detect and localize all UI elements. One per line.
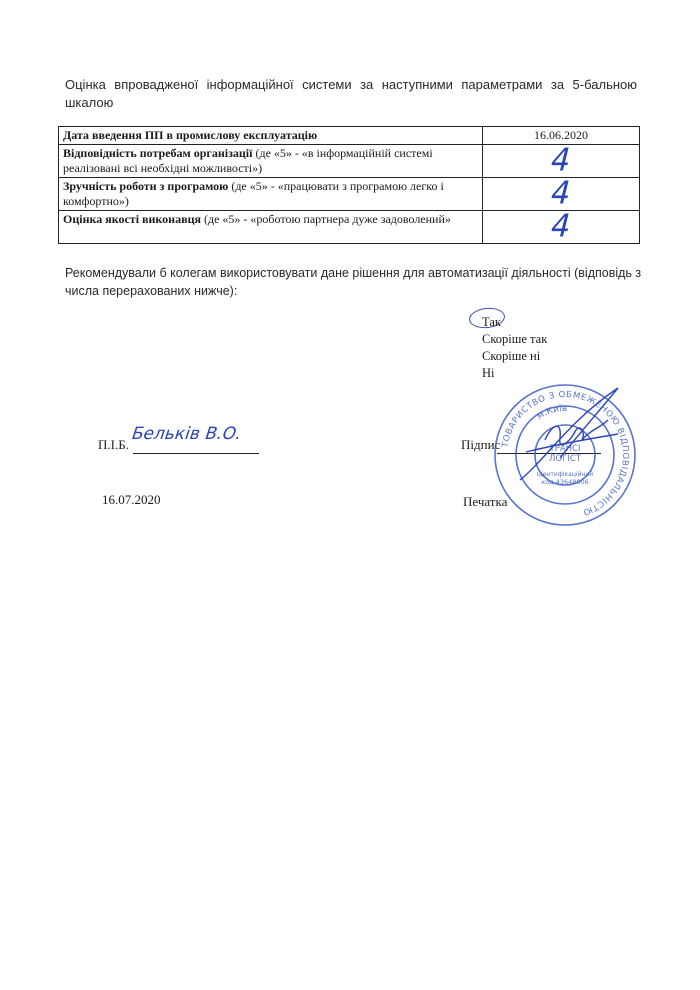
stamp-label: Печатка — [463, 494, 508, 509]
criterion-description: (де «5» - «роботою партнера дуже задоволений» — [200, 212, 451, 226]
signature-label: Підпис — [461, 437, 501, 452]
score-cell — [483, 208, 640, 245]
intro-text: Оцінка впровадженої інформаційної системи за наступними параметрами за 5-бальною шкалою — [65, 77, 637, 110]
recommend-text: Рекомендували б колегам використовувати дане рішення для автоматизації діяльності (відповідь з числа перерахованих нижче): — [65, 266, 642, 298]
evaluation-table — [58, 126, 640, 244]
table-row — [59, 178, 640, 211]
score-cell — [483, 175, 640, 212]
handwritten-score: 4 — [547, 142, 576, 179]
score-cell — [483, 142, 640, 179]
pib-handwritten-name: Бельків В.О. — [128, 424, 245, 444]
stamp-id-code: код 43648806 — [541, 478, 589, 486]
pib-label: П.І.Б. — [98, 437, 129, 452]
criterion-description: (де «5» - «працювати з програмою легко і комфортно») — [63, 179, 444, 208]
criterion-title: Дата введення ПП в промислову експлуатацію — [63, 128, 318, 142]
criterion-cell — [59, 145, 483, 178]
table-row — [59, 211, 640, 244]
criterion-cell — [59, 211, 483, 244]
stamp-id-label: Ідентифікаційний — [536, 471, 594, 478]
stamp-outer-text: ТОВАРИСТВО З ОБМЕЖЕНОЮ ВІДПОВІДАЛЬНІСТЮ — [500, 389, 631, 518]
table-row — [59, 127, 640, 145]
criterion-cell — [59, 127, 483, 145]
criterion-title: Зручність роботи з програмою — [63, 179, 229, 193]
handwritten-score: 4 — [547, 175, 576, 212]
criterion-cell — [59, 178, 483, 211]
score-value: 16.06.2020 — [534, 128, 588, 142]
criterion-description: (де «5» - «в інформаційній системі реалізовані всі необхідні можливості») — [63, 146, 433, 175]
criterion-title: Оцінка якості виконавця — [63, 212, 201, 226]
criterion-title: Відповідність потребам організації — [63, 146, 253, 160]
handwritten-score: 4 — [547, 208, 576, 245]
option-rather-yes[interactable]: Скоріше так — [482, 332, 548, 346]
answer-options — [482, 314, 547, 382]
company-stamp-icon — [490, 380, 640, 530]
option-no[interactable]: Ні — [482, 366, 495, 380]
option-yes[interactable]: Так — [482, 315, 501, 329]
table-row — [59, 145, 640, 178]
stamp-center-line1: ТРАНСІ — [549, 444, 581, 454]
document-date: 16.07.2020 — [102, 492, 161, 507]
stamp-top-text: м.Київ — [535, 403, 568, 422]
pib-underline — [133, 453, 259, 454]
stamp-center-line2: ЛОГІСТ — [549, 454, 581, 464]
option-rather-no[interactable]: Скоріше ні — [482, 349, 541, 363]
